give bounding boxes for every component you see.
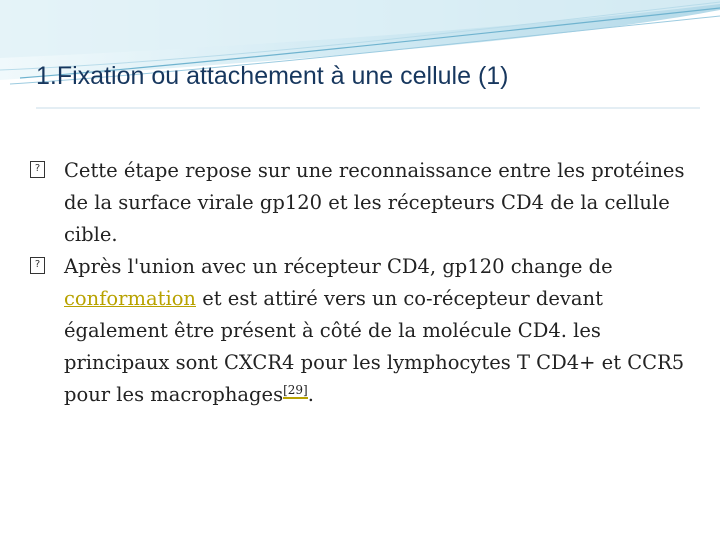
slide-title: 1.Fixation ou attachement à une cellule (1) [36,62,509,90]
bullet-placeholder-icon: ? [30,257,45,274]
bullet-item [30,155,690,251]
bullet-item [30,251,690,411]
header-decoration [0,0,720,120]
bullet-text-rest: et est attiré vers un co-récepteur devant également être présent à côté de la molécule CD4. les principaux sont CXCR4 pour les lymphocytes T CD4+ et CCR5 pour les macrophages [64,287,685,406]
citation-link[interactable]: [29] [283,382,308,397]
bullet-text-start: Après l'union avec un récepteur CD4, gp120 change de [64,255,613,278]
bullet-placeholder-icon: ? [30,161,45,178]
bullet-text: Cette étape repose sur une reconnaissance entre les protéines de la surface virale gp120 et les récepteurs CD4 de la cellule cible. [64,159,685,246]
conformation-link[interactable]: conformation [64,287,196,310]
slide-body [30,155,690,411]
bullet-text-end: . [307,383,314,406]
